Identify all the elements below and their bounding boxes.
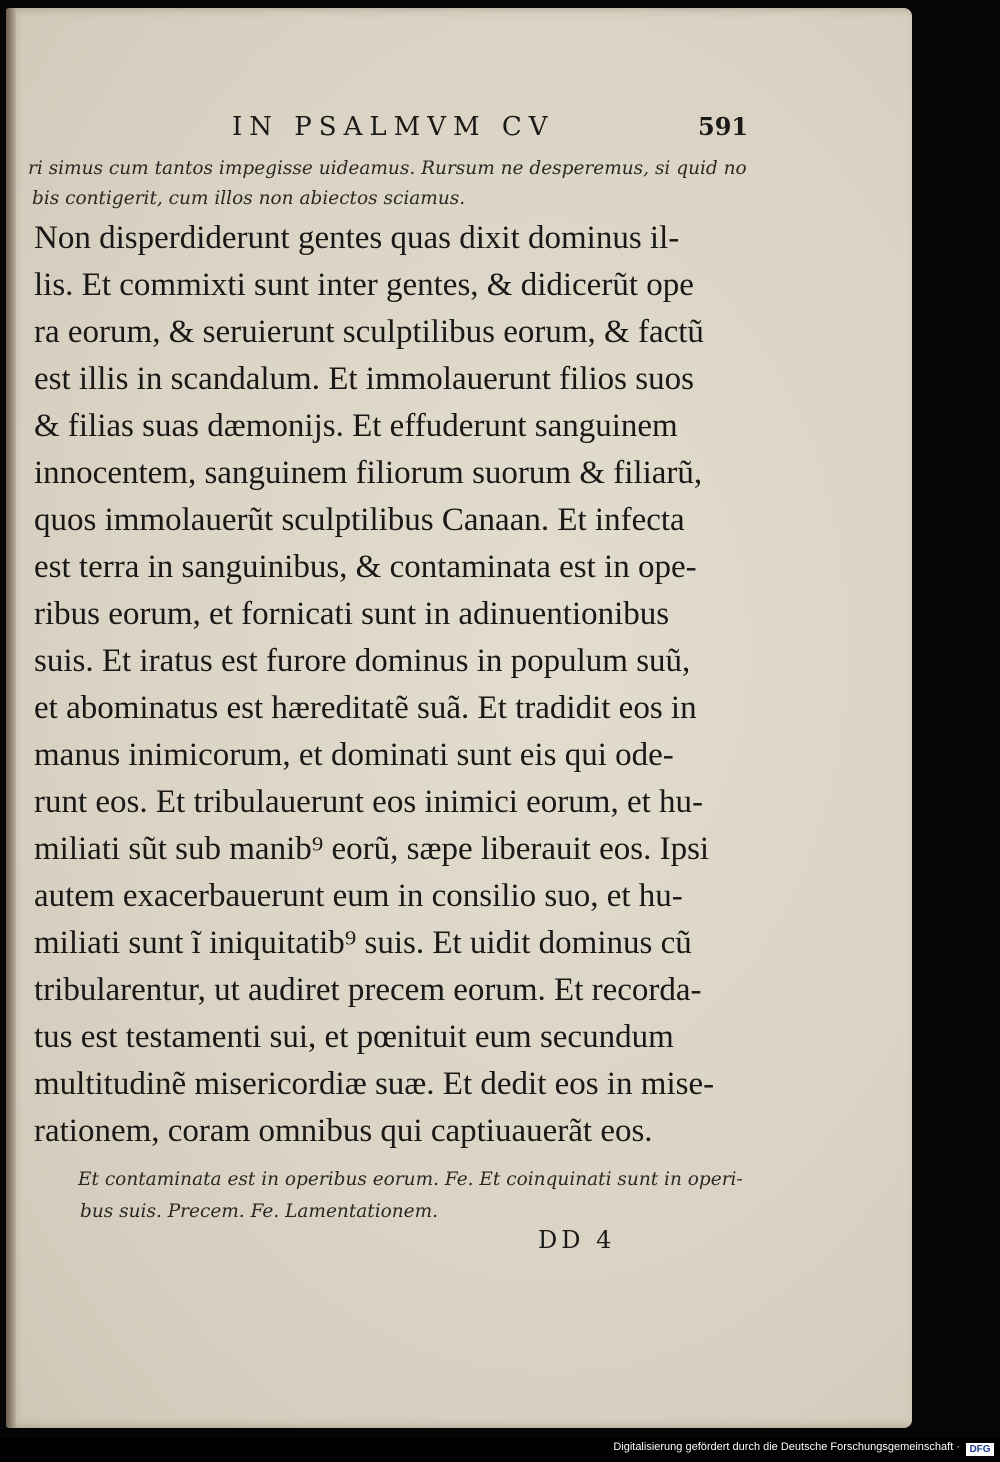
footer-bar bbox=[0, 1438, 1000, 1462]
bottom-note-line-2: bus suis. Precem. Fe. Lamentationem. bbox=[80, 1201, 439, 1222]
body-line: quos immolauerũt sculptilibus Canaan. Et infecta bbox=[34, 502, 685, 538]
body-line: runt eos. Et tribulauerunt eos inimici eorum, et hu- bbox=[34, 784, 704, 820]
top-note-line-1: ri simus cum tantos impegisse uideamus. Rursum ne desperemus, si quid no bbox=[28, 158, 747, 179]
running-head: IN PSALMVM CV bbox=[232, 112, 555, 142]
body-line: tribularentur, ut audiret precem eorum. Et recorda- bbox=[34, 972, 702, 1008]
body-line: est illis in scandalum. Et immolauerunt filios suos bbox=[34, 361, 694, 397]
body-line: rationem, coram omnibus qui captiuauerãt eos. bbox=[34, 1113, 653, 1149]
body-line: & filias suas dæmonijs. Et effuderunt sanguinem bbox=[34, 408, 678, 444]
body-line: miliati sũt sub manib⁹ eorũ, sæpe liberauit eos. Ipsi bbox=[34, 831, 710, 867]
bottom-note-line-1: Et contaminata est in operibus eorum. Fe. Et coinquinati sunt in operi- bbox=[78, 1169, 743, 1190]
signature-mark: DD 4 bbox=[538, 1226, 616, 1254]
body-line: miliati sunt ĩ iniquitatib⁹ suis. Et uidit dominus cũ bbox=[34, 925, 692, 961]
body-line: suis. Et iratus est furore dominus in populum suũ, bbox=[34, 643, 691, 679]
body-line: ribus eorum, et fornicati sunt in adinuentionibus bbox=[34, 596, 670, 632]
body-line: et abominatus est hæreditatẽ suã. Et tradidit eos in bbox=[34, 690, 697, 726]
body-line: autem exacerbauerunt eum in consilio suo, et hu- bbox=[34, 878, 683, 914]
body-line: est terra in sanguinibus, & contaminata est in ope- bbox=[34, 549, 697, 585]
body-line: Non disperdiderunt gentes quas dixit dominus il- bbox=[34, 220, 680, 256]
book-page bbox=[6, 8, 912, 1428]
body-line: lis. Et commixti sunt inter gentes, & didicerũt ope bbox=[34, 267, 694, 303]
body-line: multitudinẽ misericordiæ suæ. Et dedit eos in mise- bbox=[34, 1066, 715, 1102]
page-gutter-shadow bbox=[6, 8, 16, 1428]
body-line: innocentem, sanguinem filiorum suorum & filiarũ, bbox=[34, 455, 703, 491]
body-line: tus est testamenti sui, et pœnituit eum secundum bbox=[34, 1019, 674, 1055]
folio-number: 591 bbox=[698, 112, 749, 141]
body-line: manus inimicorum, et dominati sunt eis qui ode- bbox=[34, 737, 674, 773]
top-note-line-2: bis contigerit, cum illos non abiectos sciamus. bbox=[32, 188, 466, 209]
body-line: ra eorum, & seruierunt sculptilibus eorum, & factũ bbox=[34, 314, 704, 350]
dfg-logo: DFG bbox=[966, 1443, 994, 1456]
footer-credit: Digitalisierung gefördert durch die Deutsche Forschungsgemeinschaft · bbox=[613, 1441, 960, 1453]
